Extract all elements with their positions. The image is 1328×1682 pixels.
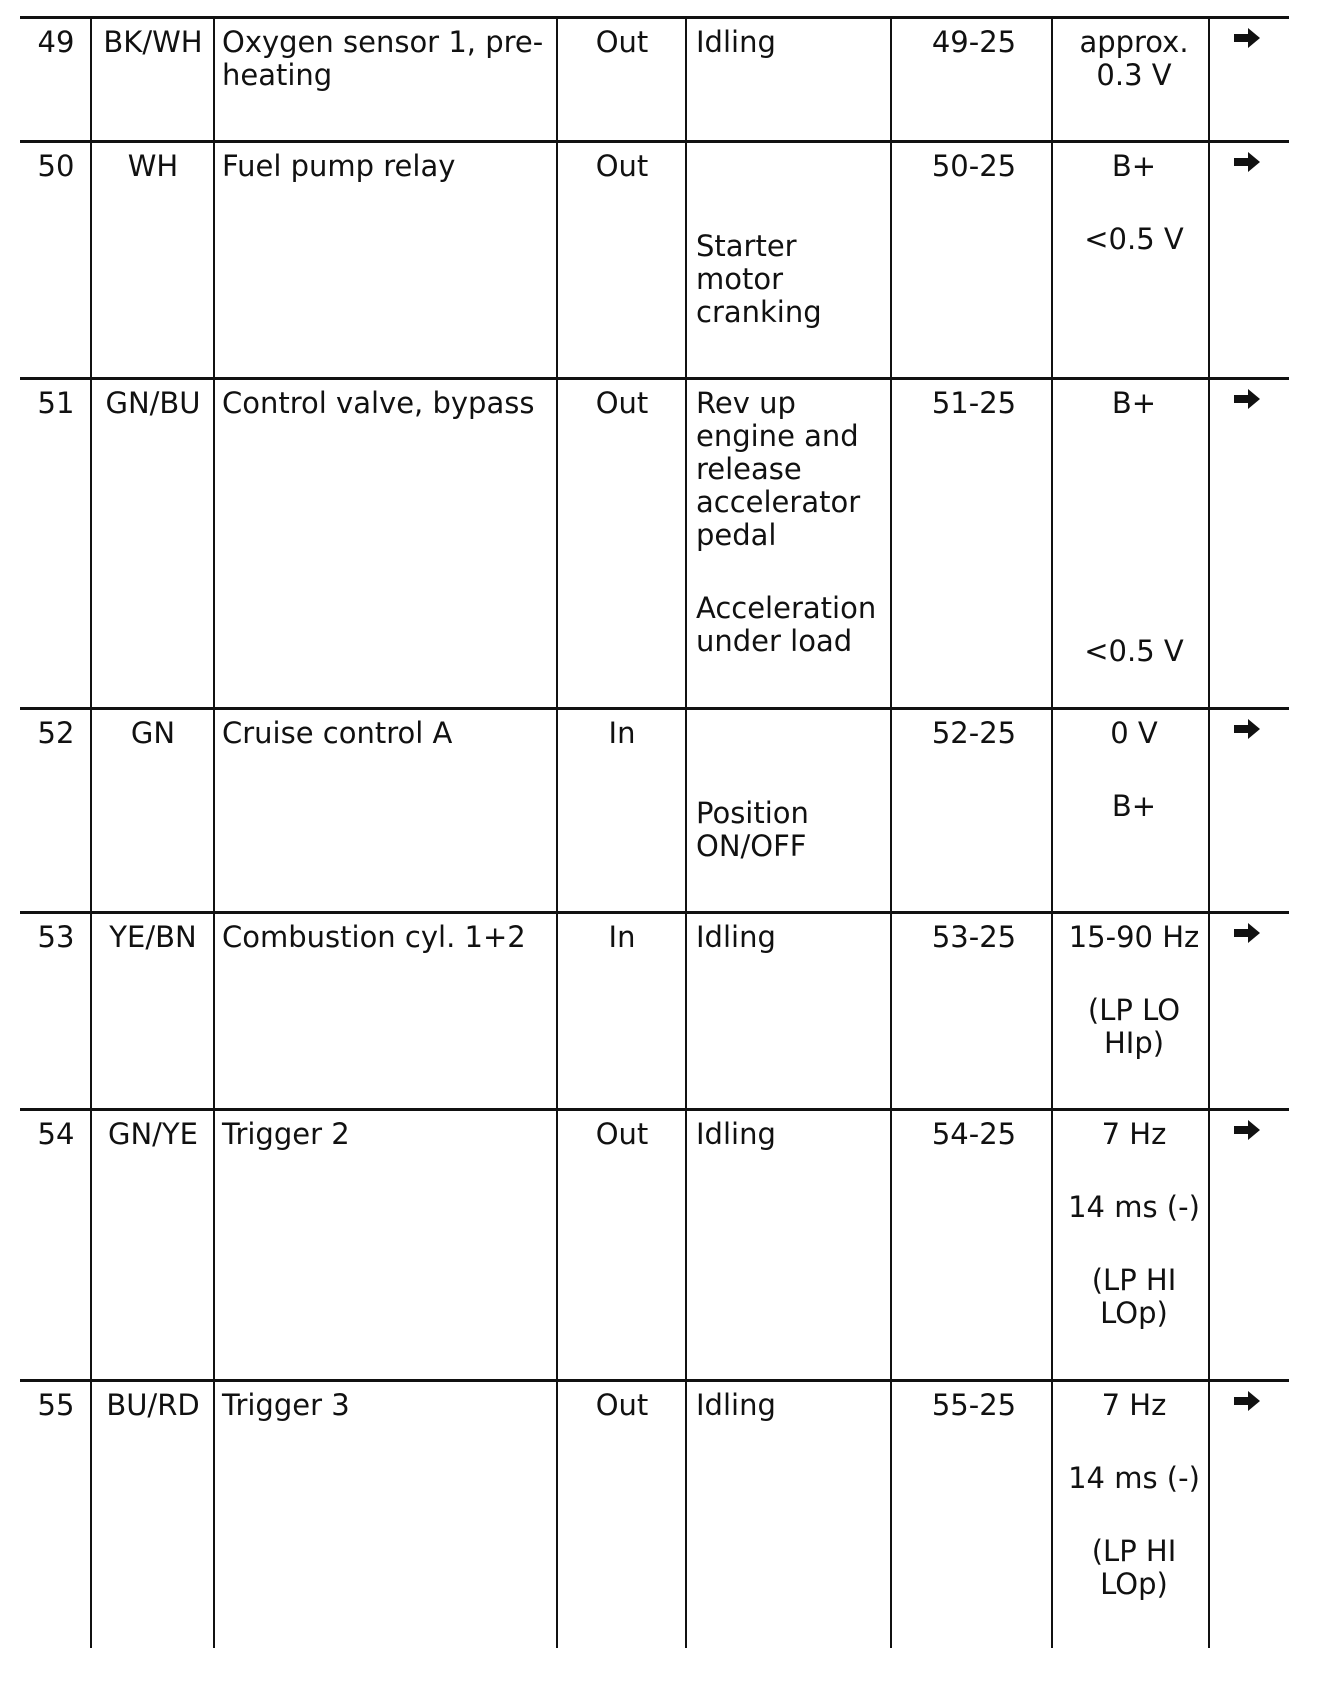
condition-text: Rev up engine and release accelerator pedal — [696, 386, 861, 552]
pin-number: 52 — [37, 716, 75, 750]
test-terminals: 52-25 — [931, 716, 1017, 750]
test-condition — [696, 1389, 892, 1422]
test-condition — [696, 386, 877, 658]
function-description: Trigger 2 — [222, 1117, 350, 1151]
signal-direction: Out — [595, 1388, 649, 1422]
wire-color: GN/YE — [108, 1117, 198, 1151]
signal-direction: Out — [595, 1117, 649, 1151]
wire-color: GN/BU — [105, 386, 201, 420]
table-row — [0, 377, 1328, 707]
wire-color: WH — [127, 149, 179, 183]
value-text: <0.5 V — [1084, 634, 1184, 668]
function-description: Trigger 3 — [222, 1388, 350, 1422]
signal-direction: Out — [595, 25, 649, 59]
signal-direction: Out — [595, 149, 649, 183]
test-terminals: 53-25 — [931, 920, 1017, 954]
nominal-value — [1056, 1389, 1212, 1601]
function-description: Oxygen sensor 1, pre-heating — [222, 25, 544, 92]
test-condition — [696, 797, 846, 863]
value-text: <0.5 V — [1084, 222, 1184, 256]
function-description: Fuel pump relay — [222, 149, 456, 183]
test-terminals: 49-25 — [931, 25, 1017, 59]
value-text: 0 V — [1110, 716, 1158, 750]
nominal-value — [1056, 921, 1212, 1060]
nominal-value — [1056, 387, 1212, 668]
test-terminals: 54-25 — [931, 1117, 1017, 1151]
condition-text: Idling — [696, 1117, 776, 1151]
value-text: (LP HI LOp) — [1091, 1534, 1177, 1601]
condition-text: Acceleration under load — [696, 591, 877, 658]
right-arrow-icon[interactable] — [1232, 150, 1262, 174]
value-text: 14 ms (-) — [1068, 1190, 1200, 1224]
value-text: 7 Hz — [1101, 1388, 1167, 1422]
test-condition — [696, 921, 892, 954]
wire-color: BK/WH — [103, 25, 203, 59]
condition-text: Position ON/OFF — [696, 796, 809, 863]
value-text: (LP LO HIp) — [1087, 993, 1181, 1060]
pin-number: 55 — [37, 1388, 75, 1422]
value-text: B+ — [1111, 386, 1157, 420]
value-text: B+ — [1111, 149, 1157, 183]
right-arrow-icon[interactable] — [1232, 387, 1262, 411]
pin-number: 54 — [37, 1117, 75, 1151]
table-row — [0, 140, 1328, 377]
nominal-value — [1056, 150, 1212, 256]
table-row — [0, 707, 1328, 911]
condition-text: Idling — [696, 1388, 776, 1422]
test-condition — [696, 230, 846, 329]
right-arrow-icon[interactable] — [1232, 921, 1262, 945]
test-condition — [696, 26, 892, 59]
function-description: Cruise control A — [222, 716, 453, 750]
function-description: Combustion cyl. 1+2 — [222, 920, 526, 954]
value-text: 7 Hz — [1101, 1117, 1167, 1151]
pin-number: 49 — [37, 25, 75, 59]
table-row — [0, 911, 1328, 1108]
nominal-value — [1056, 1118, 1212, 1330]
condition-text: Idling — [696, 920, 776, 954]
value-text: 15-90 Hz — [1068, 920, 1200, 954]
wire-color: BU/RD — [106, 1388, 200, 1422]
wire-color: GN — [130, 716, 176, 750]
signal-direction: In — [608, 920, 636, 954]
value-text: 14 ms (-) — [1068, 1461, 1200, 1495]
function-description: Control valve, bypass — [222, 386, 535, 420]
right-arrow-icon[interactable] — [1232, 717, 1262, 741]
table-row — [0, 1108, 1328, 1379]
wire-color: YE/BN — [109, 920, 197, 954]
nominal-value — [1056, 717, 1212, 823]
condition-text: Starter motor cranking — [696, 229, 822, 329]
table-row — [0, 1379, 1328, 1649]
nominal-value — [1056, 26, 1212, 92]
value-text: B+ — [1111, 789, 1157, 823]
right-arrow-icon[interactable] — [1232, 1389, 1262, 1413]
condition-text: Idling — [696, 25, 776, 59]
value-text: (LP HI LOp) — [1091, 1263, 1177, 1330]
test-terminals: 50-25 — [931, 149, 1017, 183]
pin-number: 53 — [37, 920, 75, 954]
table-row — [0, 16, 1328, 140]
right-arrow-icon[interactable] — [1232, 26, 1262, 50]
value-text: approx. 0.3 V — [1079, 25, 1189, 92]
test-terminals: 51-25 — [931, 386, 1017, 420]
right-arrow-icon[interactable] — [1232, 1118, 1262, 1142]
pin-number: 51 — [37, 386, 75, 420]
signal-direction: In — [608, 716, 636, 750]
test-terminals: 55-25 — [931, 1388, 1017, 1422]
signal-direction: Out — [595, 386, 649, 420]
test-condition — [696, 1118, 892, 1151]
pin-number: 50 — [37, 149, 75, 183]
